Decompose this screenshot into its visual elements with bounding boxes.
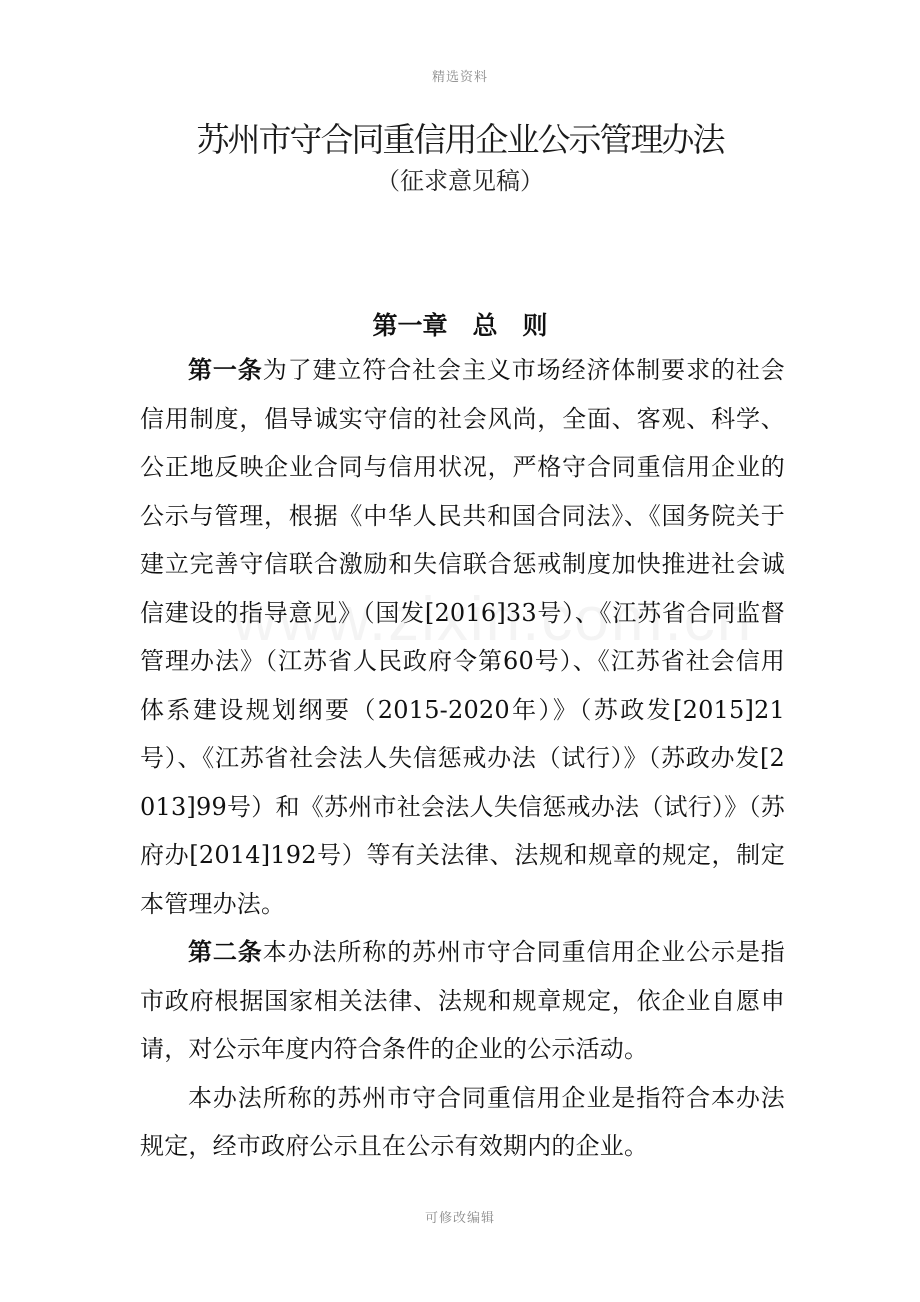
page-footer-note: 可修改编辑 [424,1211,495,1226]
document-title: 苏州市守合同重信用企业公示管理办法 [196,120,724,159]
article-1-text: 为了建立符合社会主义市场经济体制要求的社会信用制度，倡导诚实守信的社会风尚，全面、客观、科学、公正地反映企业合同与信用状况，严格守合同重信用企业的公示与管理，根据《中华人民共和国合同法》、《国务院关于建立完善守信联合激励和失信联合惩戒制度加快推进社会诚信建设的指导意见》（国发[2016]33号）、《江苏省合同监督管理办法》（江苏省人民政府令第60号）、《江苏省社会信用体系建设规划纲要（2015-2020年）》（苏政发[2015]21号）、《江苏省社会法人失信惩戒办法（试行）》（苏政办发[2013]99号）和《苏州市社会法人失信惩戒办法（试行）》（苏府办[2014]192号）等有关法律、法规和规章的规定，制定本管理办法。 [140,356,785,918]
article-2-label: 第二条 [188,937,263,966]
paragraph-definition [140,1074,785,1171]
document-subtitle: （征求意见稿） [376,167,544,195]
chapter-heading: 第一章 总 则 [372,311,548,340]
article-2 [140,928,785,1074]
paragraph-definition-text: 本办法所称的苏州市守合同重信用企业是指符合本办法规定，经市政府公示且在公示有效期内的企业。 [140,1083,785,1160]
article-1 [140,346,785,928]
article-1-label: 第一条 [188,355,263,384]
document-body [140,346,785,1171]
page-header-note: 精选资料 [431,70,488,85]
article-2-text: 本办法所称的苏州市守合同重信用企业公示是指市政府根据国家相关法律、法规和规章规定，依企业自愿申请，对公示年度内符合条件的企业的公示活动。 [140,938,785,1063]
